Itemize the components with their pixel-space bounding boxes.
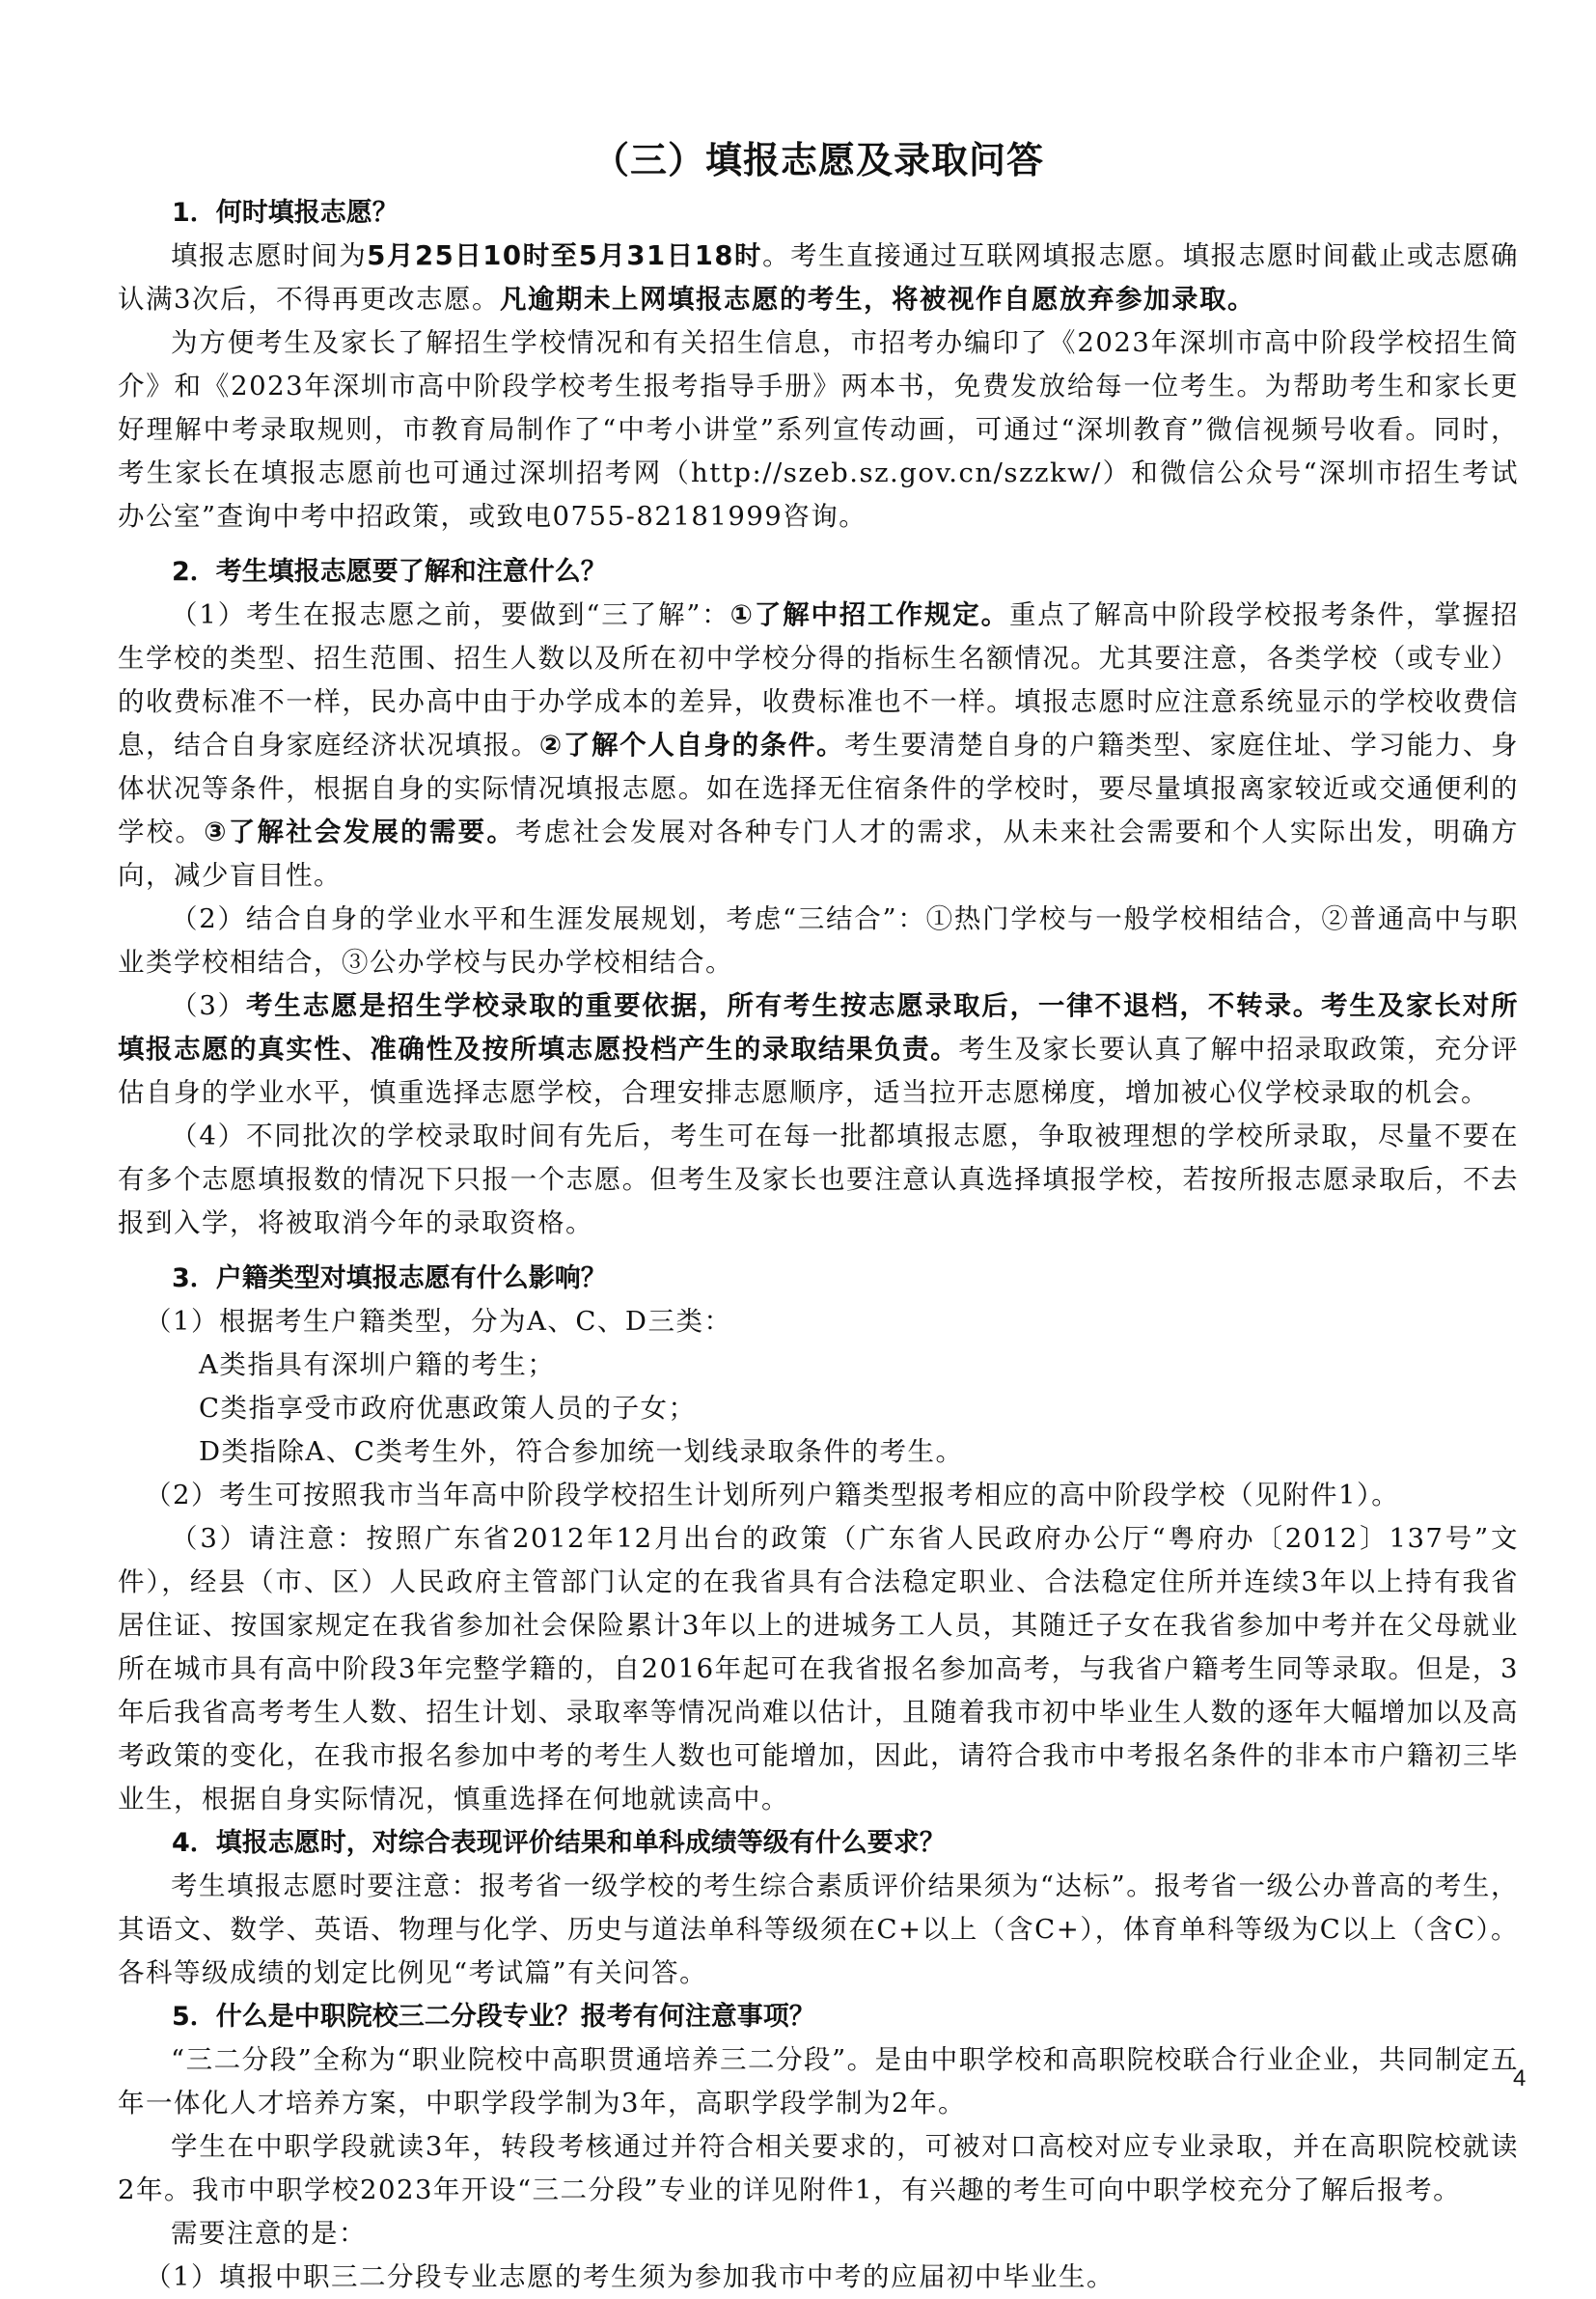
body-text: （4）不同批次的学校录取时间有先后，考生可在每一批都填报志愿，争取被理想的学校所录取，尽量不要在有多个志愿填报数的情况下只报一个志愿。但考生及家长也要注意认真选择填报学校，若按所报志愿录取后，不去报到入学，将被取消今年的录取资格。 [118,1121,1519,1238]
answer-paragraph [118,1115,1519,1245]
body-text: 学生在中职学段就读3年，转段考核通过并符合相关要求的，可被对口高校对应专业录取，并在高职院校就读2年。我市中职学校2023年开设“三二分段”专业的详见附件1，有兴趣的考生可向中职学校充分了解后报考。 [118,2131,1519,2205]
answer-paragraph [118,321,1519,539]
question-heading: 4．填报志愿时，对综合表现评价结果和单科成绩等级有什么要求？ [172,1828,946,1858]
body-text: C类指享受市政府优惠政策人员的子女； [199,1393,697,1424]
answer-paragraph [118,1430,1519,1474]
answer-paragraph [118,2256,1519,2299]
body-text: 。考生直接通过互联网填报志愿。填报志愿时间截止或志愿确认满3次后，不得再更改志愿。 [118,240,1519,315]
question-heading: 1．何时填报志愿？ [172,198,399,228]
body-text: （3）请注意：按照广东省2012年12月出台的政策（广东省人民政府办公厅“粤府办〔2012〕137号”文件），经县（市、区）人民政府主管部门认定的在我省具有合法稳定职业、合法稳定住所并连续3年以上持有我省居住证、按国家规定在我省参加社会保险累计3年以上的进城务工人员，其随迁子女在我省参加中考并在父母就业所在城市具有高中阶段3年完整学籍的，自2016年起可在我省报名参加高考，与我省户籍考生同等录取。但是，3年后我省高考考生人数、招生计划、录取率等情况尚难以估计，且随着我市初中毕业生人数的逐年大幅增加以及高考政策的变化，在我市报名参加中考的考生人数也可能增加，因此，请符合我市中考报名条件的非本市户籍初三毕业生，根据自身实际情况，慎重选择在何地就读高中。 [118,1523,1519,1814]
answer-paragraph [118,1517,1519,1821]
question-heading: 2．考生填报志愿要了解和注意什么？ [172,557,607,587]
emphasis-text: 凡逾期未上网填报志愿的考生，将被视作自愿放弃参加录取。 [500,284,1255,315]
body-text: 考虑社会发展对各种专门人才的需求，从未来社会需要和个人实际出发，明确方向，减少盲目性。 [118,817,1519,891]
answer-paragraph [118,2212,1519,2256]
emphasis-text: ①了解中招工作规定。 [729,599,1009,630]
body-text: 考生填报志愿时要注意：报考省一级学校的考生综合素质评价结果须为“达标”。报考省一级公办普高的考生，其语文、数学、英语、物理与化学、历史与道法单科等级须在C+以上（含C+），体育单科等级为C以上（含C）。各科等级成绩的划定比例见“考试篇”有关问答。 [118,1870,1519,1988]
answer-paragraph [118,235,1519,321]
body-text: （2）考生可按照我市当年高中阶段学校招生计划所列户籍类型报考相应的高中阶段学校（见附件1）。 [145,1480,1400,1510]
body-text: 考生及家长要认真了解中招录取政策，充分评估自身的学业水平，慎重选择志愿学校，合理安排志愿顺序，适当拉开志愿梯度，增加被心仪学校录取的机会。 [118,1034,1520,1108]
body-text: D类指除A、C类考生外，符合参加统一划线录取条件的考生。 [199,1436,964,1467]
answer-paragraph [118,2038,1519,2125]
emphasis-text: 考生志愿是招生学校录取的重要依据，所有考生按志愿录取后，一律不退档，不转录。考生及家长对所填报志愿的真实性、准确性及按所填志愿投档产生的录取结果负责。 [118,990,1520,1065]
body-text: （1）填报中职三二分段专业志愿的考生须为参加我市中考的应届初中毕业生。 [145,2261,1114,2292]
body-text: “三二分段”全称为“职业院校中高职贯通培养三二分段”。是由中职学校和高职院校联合行业企业，共同制定五年一体化人才培养方案，中职学段学制为3年，高职学段学制为2年。 [118,2044,1519,2119]
page-number: 4 [1513,2065,1527,2091]
question-heading: 5．什么是中职院校三二分段专业？报考有何注意事项？ [172,2002,815,2032]
document-page [118,133,1519,2299]
body-text: 需要注意的是： [171,2218,367,2249]
body-text: 填报志愿时间为 [171,240,368,271]
answer-paragraph [118,1474,1519,1517]
question-heading: 3．户籍类型对填报志愿有什么影响？ [172,1263,607,1293]
answer-paragraph [118,1387,1519,1430]
answer-paragraph [118,1865,1519,1995]
answer-paragraph [118,984,1519,1115]
answer-paragraph [118,898,1519,984]
body-text: 为方便考生及家长了解招生学校情况和有关招生信息，市招考办编印了《2023年深圳市高中阶段学校招生简介》和《2023年深圳市高中阶段学校考生报考指导手册》两本书，免费发放给每一位考生。为帮助考生和家长更好理解中考录取规则，市教育局制作了“中考小讲堂”系列宣传动画，可通过“深圳教育”微信视频号收看。同时，考生家长在填报志愿前也可通过深圳招考网（http://szeb.sz.gov.cn/szzkw/）和微信公众号“深圳市招生考试办公室”查询中考中招政策，或致电0755-82181999咨询。 [118,327,1519,532]
answer-paragraph [118,1343,1519,1387]
body-text: （1）根据考生户籍类型，分为A、C、D三类： [145,1306,732,1337]
emphasis-text: 5月25日10时至5月31日18时 [367,240,763,271]
emphasis-text: ③了解社会发展的需要。 [204,817,516,847]
faq-sections [118,191,1519,2299]
answer-paragraph [118,594,1519,898]
body-text: 重点了解高中阶段学校报考条件，掌握招生学校的类型、招生范围、招生人数以及所在初中学校分得的指标生名额情况。尤其要注意，各类学校（或专业）的收费标准不一样，民办高中由于办学成本的差异，收费标准也不一样。填报志愿时应注意系统显示的学校收费信息，结合自身家庭经济状况填报。 [118,599,1519,761]
body-text: A类指具有深圳户籍的考生； [199,1349,556,1380]
body-text: （3） [171,990,246,1021]
body-text: 考生要清楚自身的户籍类型、家庭住址、学习能力、身体状况等条件，根据自身的实际情况填报志愿。如在选择无住宿条件的学校时，要尽量填报离家较近或交通便利的学校。 [118,730,1520,847]
body-text: （1）考生在报志愿之前，要做到“三了解”： [171,599,730,630]
page-title: （三）填报志愿及录取问答 [592,139,1044,181]
emphasis-text: ②了解个人自身的条件。 [538,730,845,761]
body-text: （2）结合自身的学业水平和生涯发展规划，考虑“三结合”：①热门学校与一般学校相结合，②普通高中与职业类学校相结合，③公办学校与民办学校相结合。 [118,903,1519,978]
answer-paragraph [118,2125,1519,2212]
answer-paragraph [118,1300,1519,1343]
